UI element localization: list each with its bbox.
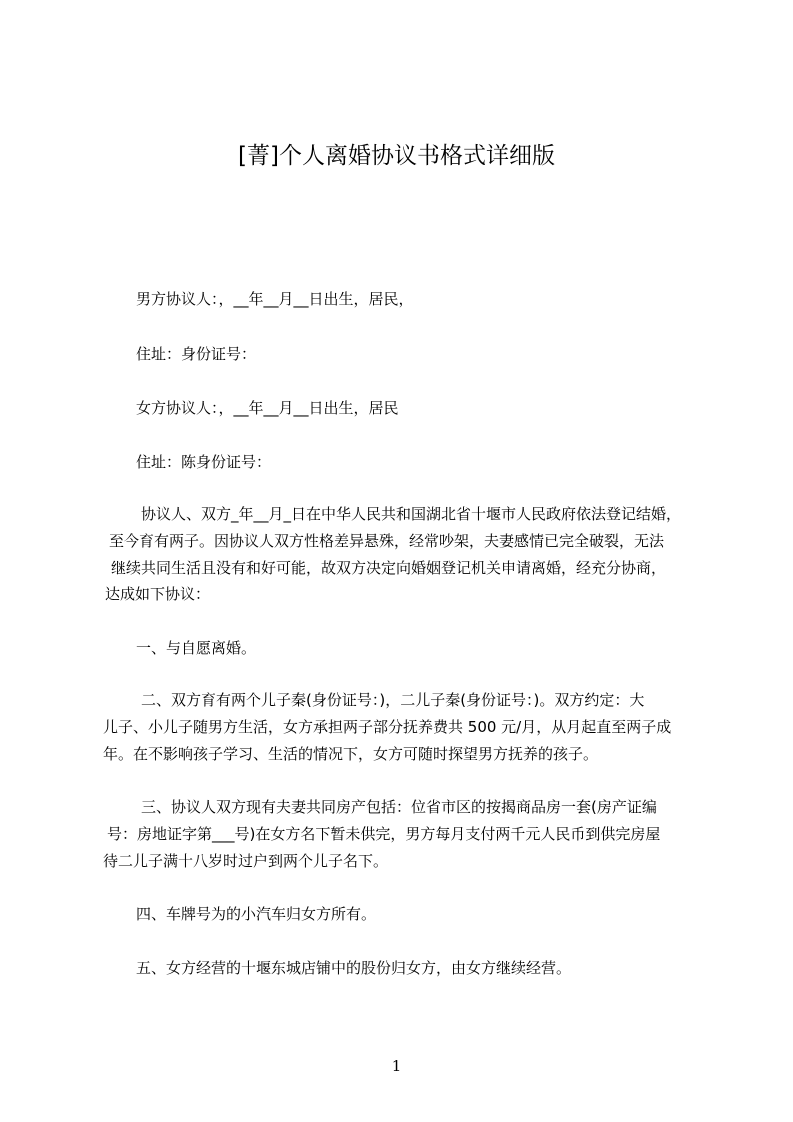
paragraph-line: 年。在不影响孩子学习、生活的情况下，女方可随时探望男方抚养的孩子。 bbox=[103, 745, 599, 763]
paragraph-line: 住址：陈身份证号： bbox=[136, 453, 272, 471]
paragraph-line: 至今育有两子。因协议人双方性格差异悬殊，经常吵架，夫妻感情已完全破裂，无法 bbox=[109, 532, 665, 550]
paragraph-line: 待二儿子满十八岁时过户到两个儿子名下。 bbox=[103, 852, 389, 870]
paragraph-line: 三、协议人双方现有夫妻共同房产包括：位省市区的按揭商品房一套(房产证编 bbox=[141, 798, 657, 816]
paragraph-line: 男方协议人：，__年__月__日出生，居民， bbox=[136, 290, 414, 308]
paragraph-line: 协议人、双方_年__月_日在中华人民共和国湖北省十堰市人民政府依法登记结婚， bbox=[141, 505, 682, 523]
paragraph-line: 继续共同生活且没有和好可能，故双方决定向婚姻登记机关申请离婚，经充分协商， bbox=[111, 559, 667, 577]
paragraph-line: 二、双方育有两个儿子秦(身份证号：)，二儿子秦(身份证号：)。双方约定：大 bbox=[141, 691, 645, 709]
paragraph-line: 儿子、小儿子随男方生活，女方承担两子部分抚养费共 500 元/月，从月起直至两子成 bbox=[103, 718, 672, 736]
paragraph-line: 一、与自愿离婚。 bbox=[136, 639, 257, 657]
paragraph-line: 达成如下协议： bbox=[105, 585, 211, 603]
paragraph-line: 五、女方经营的十堰东城店铺中的股份归女方，由女方继续经营。 bbox=[136, 959, 572, 977]
paragraph-line: 住址：身份证号： bbox=[136, 345, 257, 363]
paragraph-line: 四、车牌号为的小汽车归女方所有。 bbox=[136, 905, 377, 923]
paragraph-line: 号：房地证字第___号)在女方名下暂未供完，男方每月支付两千元人民币到供完房屋 bbox=[107, 825, 661, 843]
page-number: 1 bbox=[391, 1057, 402, 1075]
paragraph-line: 女方协议人：，__年__月__日出生，居民 bbox=[136, 399, 399, 417]
document-title: [菁]个人离婚协议书格式详细版 bbox=[238, 143, 555, 169]
